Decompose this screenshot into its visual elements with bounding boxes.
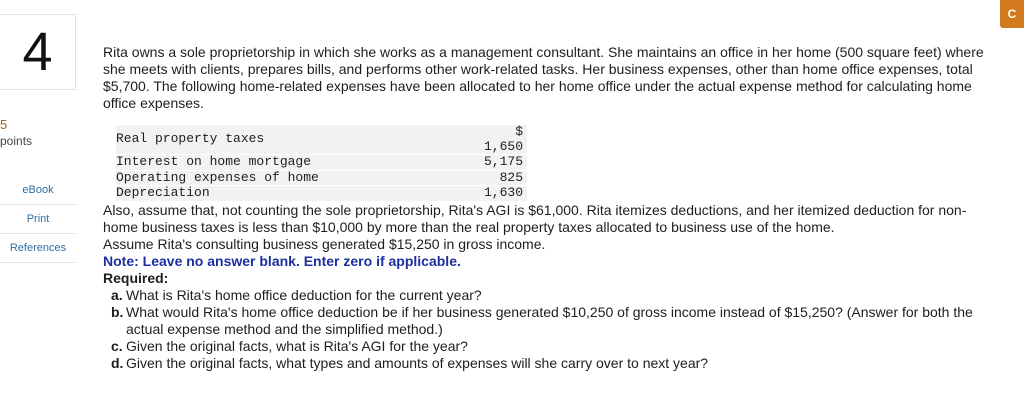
expense-amount: $ 1,650 <box>469 125 527 155</box>
expense-amount: 5,175 <box>469 155 527 171</box>
requirement-text: Given the original facts, what types and amounts of expenses will she carry over to next year? <box>126 354 709 371</box>
expense-amount: 825 <box>469 170 527 186</box>
required-heading: Required: <box>103 269 169 286</box>
assumption: Assume Rita's consulting business generated $15,250 in gross income. <box>103 235 546 252</box>
points-value: 5 <box>0 117 8 132</box>
corner-button[interactable]: C <box>1000 0 1024 28</box>
references-link[interactable]: References <box>0 234 76 263</box>
problem-intro: Rita owns a sole proprietorship in which she works as a management consultant. She maintains an office in her home (500 square feet) where she meets with clients, prepares bills, and performs other work-related tasks. Her business expenses, other than home office expenses, total $5,700. The following home-related expenses have been allocated to her home office under the actual expense method for calculating home office expenses. <box>103 44 984 111</box>
list-item <box>111 338 993 355</box>
requirement-letter: c. <box>111 337 123 354</box>
ebook-link[interactable]: eBook <box>0 176 76 205</box>
additional-facts: Also, assume that, not counting the sole proprietorship, Rita's AGI is $61,000. Rita itemizes deductions, and her itemized deduction for non-home business taxes is less than $10,000 by more than the real property taxes allocated to business use of the home. <box>103 201 967 235</box>
expense-label: Depreciation <box>116 186 469 202</box>
expense-label: Real property taxes <box>116 125 469 155</box>
requirement-letter: a. <box>111 286 123 303</box>
expense-label: Interest on home mortgage <box>116 155 469 171</box>
requirement-letter: d. <box>111 354 124 371</box>
sidebar <box>0 176 76 263</box>
requirement-letter: b. <box>111 303 124 320</box>
question-number <box>0 14 76 90</box>
requirement-text: Given the original facts, what is Rita's AGI for the year? <box>126 337 468 354</box>
requirement-text: What would Rita's home office deduction be if her business generated $10,250 of gross income instead of $15,250? (Answer for both the actual expense method and the simplified method.) <box>126 303 973 337</box>
list-item <box>111 304 993 338</box>
points-label: points <box>0 134 33 148</box>
list-item <box>111 287 993 304</box>
table-row <box>116 170 527 186</box>
print-link[interactable]: Print <box>0 205 76 234</box>
problem-content <box>103 44 993 372</box>
expense-label: Operating expenses of home <box>116 170 469 186</box>
list-item <box>111 355 993 372</box>
question-number-text: 4 <box>22 22 53 82</box>
table-row <box>116 155 527 171</box>
answer-note: Note: Leave no answer blank. Enter zero if applicable. <box>103 252 461 269</box>
expense-amount: 1,630 <box>469 186 527 202</box>
requirements-list <box>103 287 993 372</box>
table-row <box>116 125 527 155</box>
requirement-text: What is Rita's home office deduction for the current year? <box>126 286 482 303</box>
expense-table <box>116 125 527 202</box>
table-row <box>116 186 527 202</box>
